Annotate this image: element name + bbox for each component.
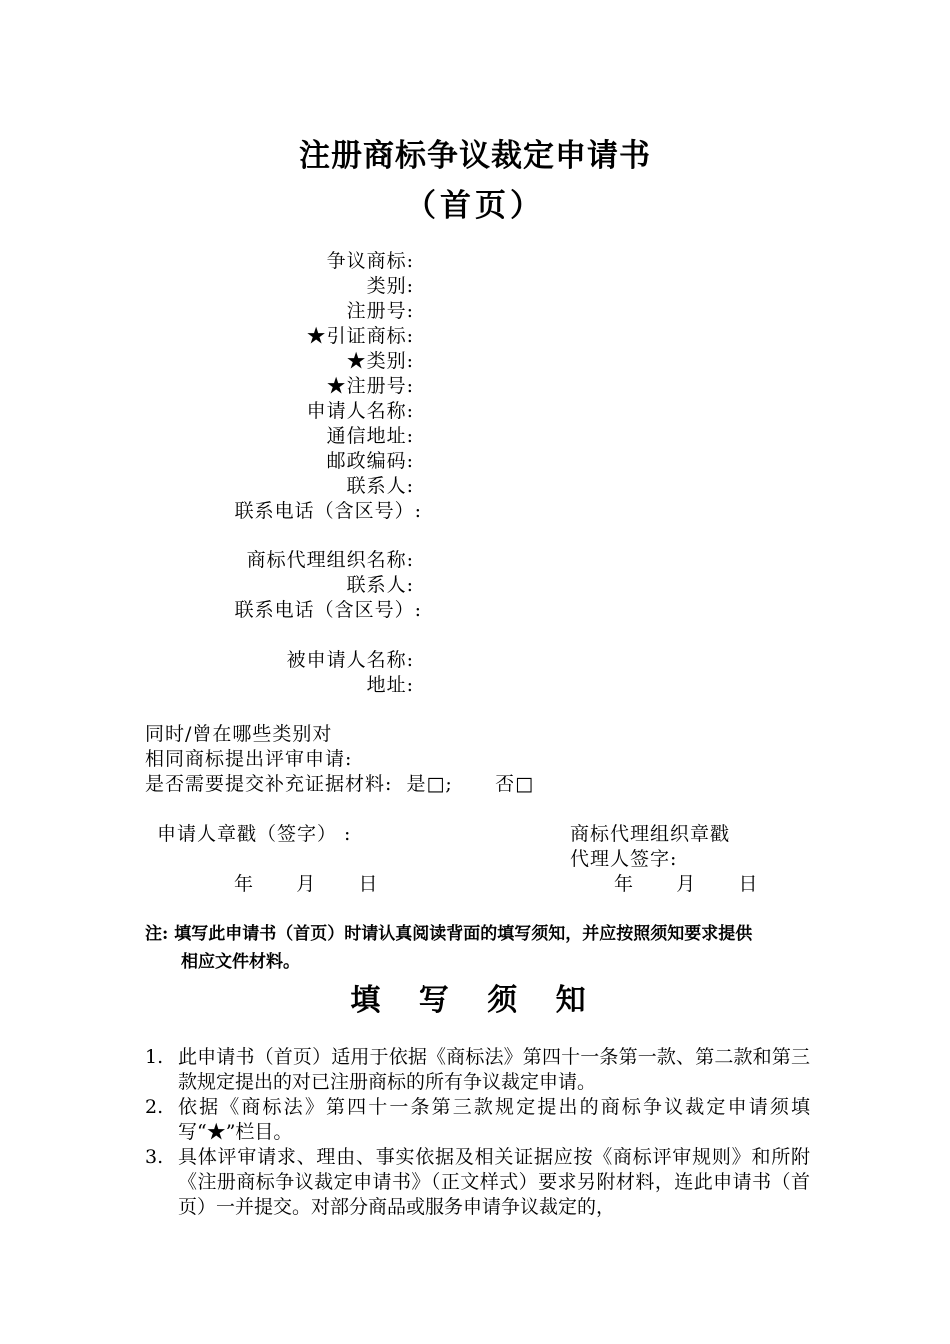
agency-seal-label: 商标代理组织章戳 bbox=[570, 823, 731, 845]
field-agency-phone: 联系电话（含区号）: bbox=[234, 599, 422, 621]
supplement-evidence-question: 是否需要提交补充证据材料: 是□; 否□ bbox=[145, 773, 535, 795]
item-number: 2. bbox=[145, 1096, 164, 1118]
document-subtitle: （首页） bbox=[405, 188, 545, 224]
note-line2: 相应文件材料。 bbox=[181, 952, 300, 972]
field-respondent-address: 地址: bbox=[366, 674, 414, 696]
item-text: 依据《商标法》第四十一条第三款规定提出的商标争议裁定申请须填写“★”栏目。 bbox=[178, 1096, 810, 1143]
list-item bbox=[145, 1145, 810, 1220]
date-left: 年 月 日 bbox=[234, 873, 379, 895]
list-item bbox=[145, 1045, 810, 1095]
note-line1: 注: 填写此申请书（首页）时请认真阅读背面的填写须知，并应按照须知要求提供 bbox=[145, 924, 753, 944]
applicant-seal-label: 申请人章戳（签字） : bbox=[157, 823, 352, 845]
field-class: 类别: bbox=[366, 275, 414, 297]
field-reg-no: 注册号: bbox=[346, 300, 414, 322]
field-respondent-name: 被申请人名称: bbox=[286, 649, 414, 671]
field-contact: 联系人: bbox=[346, 475, 414, 497]
field-agency-name: 商标代理组织名称: bbox=[246, 549, 414, 571]
item-text: 具体评审请求、理由、事实依据及相关证据应按《商标评审规则》和所附《注册商标争议裁定申请书》（正文样式）要求另附材料，连此申请书（首页）一并提交。对部分商品或服务申请争议裁定的， bbox=[178, 1146, 810, 1218]
instructions-heading: 填 写 须 知 bbox=[350, 983, 600, 1018]
agent-sign-label: 代理人签字: bbox=[570, 848, 678, 870]
item-number: 1. bbox=[145, 1046, 164, 1068]
field-disputed-mark: 争议商标: bbox=[326, 250, 414, 272]
instructions-list bbox=[145, 1045, 810, 1220]
field-applicant-name: 申请人名称: bbox=[306, 400, 414, 422]
field-agency-contact: 联系人: bbox=[346, 574, 414, 596]
note bbox=[145, 920, 825, 976]
item-number: 3. bbox=[145, 1146, 164, 1168]
field-postcode: 邮政编码: bbox=[326, 450, 414, 472]
other-classes-line2: 相同商标提出评审申请: bbox=[145, 748, 353, 770]
other-classes-line1: 同时/曾在哪些类别对 bbox=[145, 723, 333, 745]
field-cited-reg-no: ★注册号: bbox=[326, 375, 414, 397]
field-cited-mark: ★引证商标: bbox=[306, 325, 414, 347]
field-cited-class: ★类别: bbox=[346, 350, 414, 372]
list-item bbox=[145, 1095, 810, 1145]
item-text: 此申请书（首页）适用于依据《商标法》第四十一条第一款、第二款和第三款规定提出的对已注册商标的所有争议裁定申请。 bbox=[178, 1046, 810, 1093]
field-address: 通信地址: bbox=[326, 425, 414, 447]
date-right: 年 月 日 bbox=[614, 873, 759, 895]
document-title: 注册商标争议裁定申请书 bbox=[299, 138, 651, 174]
field-phone: 联系电话（含区号）: bbox=[234, 500, 422, 522]
